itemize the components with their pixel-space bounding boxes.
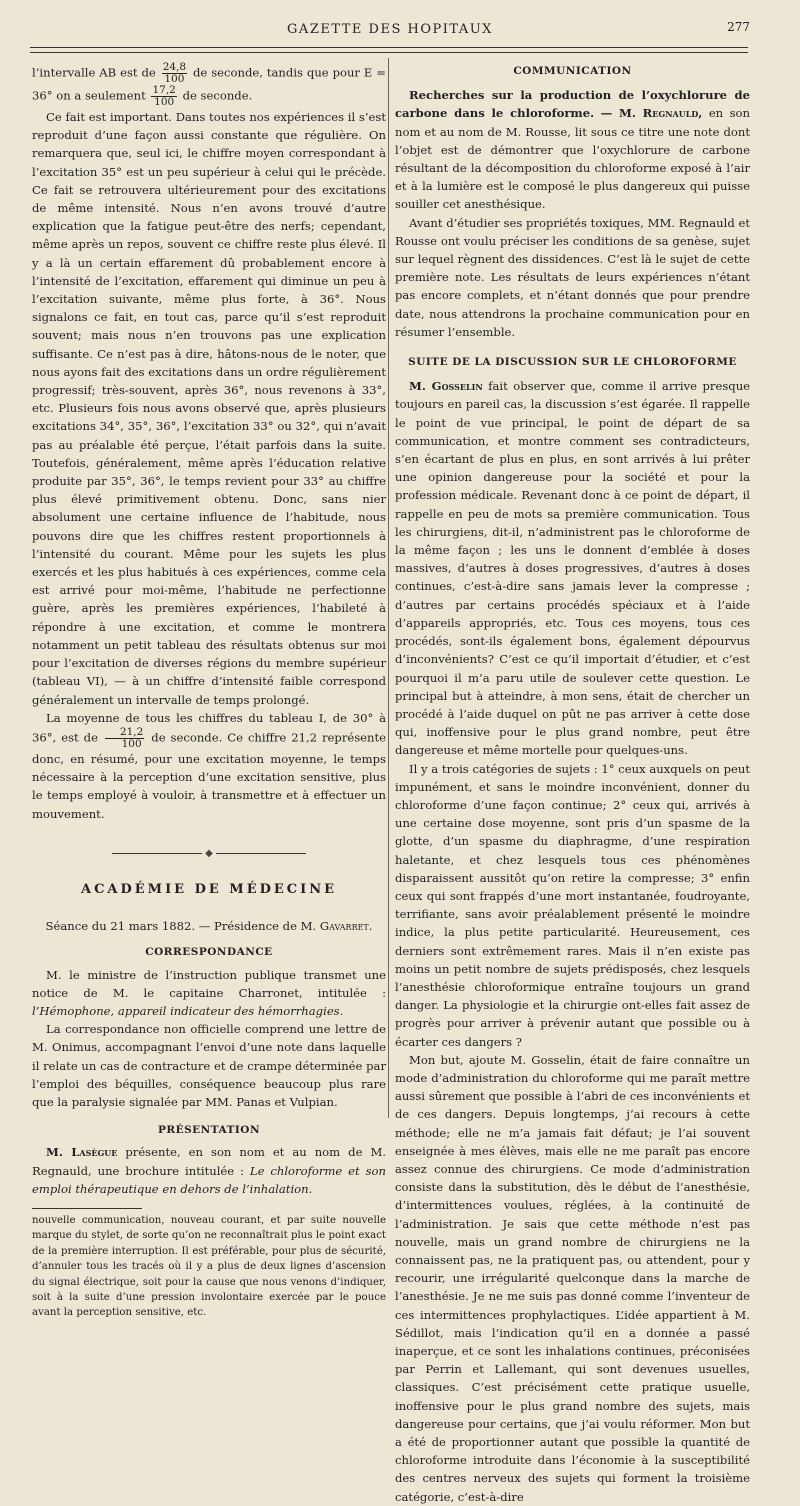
- communication-heading: COMMUNICATION: [513, 65, 632, 77]
- section-heading-academie: ACADÉMIE DE MÉDECINE: [80, 881, 337, 897]
- column-divider: [388, 58, 389, 1118]
- body-paragraph-1: Ce fait est important. Dans toutes nos expériences il s’est reproduit d’une façon aussi constante que régulière. On remarquera que, seul ici, le chiffre moyen correspondant à l’excitation 35° est un peu supérieur à celui qui le précède. Ce fait se retrouvera ultérieurement pour des excitations de même intensité. Nous n’en avons trouvé d’autre explication que la fatigue peut-être des nerfs; cependant, même après un repos, souvent ce chiffre reste plus élevé. Il y a là un certain effarement dû probablement encore à l’intensité de l’excitation, effarement qui diminue un peu à l’excitation suivante, même plus forte, à 36°. Nous signalons ce fait, en tout cas, parce qu’il s’est reproduit souvent; mais nous n’en trouvons pas une explication suffisante. Ce n’est pas à dire, hâtons-nous de le noter, que nous ayons fait des excitations dans un ordre régulièrement progressif; très-souvent, après 36°, nous revenons à 33°, etc. Plusieurs fois nous avons observé que, après plusieurs excitations 34°, 35°, 36°, l’excitation 33° ou 32°, qui n’avait pas au préalable été perçue, l’était parfois dans la suite. Toutefois, généralement, même après l’éducation relative produite par 35°, 36°, le temps revient pour 33° au chiffre plus élevé primitivement obtenu. Donc, sans nier absolument une certaine influence de l’habitude, nous pouvons dire que les chiffres restent proportionnels à l’intensité du courant. Même pour les sujets les plus exercés et les plus habitués à ces expériences, comme cela est arrivé pour moi-même, l’habitude ne perfectionne guère, après les premières expériences, l’habileté à répondre à une excitation, et comme le montrera notamment un petit tableau des résultats obtenus sur moi pour l’excitation de diverses régions du membre supérieur (tableau VI), — à un chiffre d’intensité faible correspond généralement un intervalle de temps prolongé.: [32, 110, 386, 707]
- presentation-paragraph: [32, 1143, 386, 1198]
- presentation-heading: PRÉSENTATION: [157, 1124, 261, 1137]
- fraction-numerator: 21,2: [105, 727, 144, 739]
- fraction-denominator: 100: [121, 737, 142, 750]
- fraction-ab: [162, 62, 187, 85]
- footnote-text: nouvelle communication, nouveau courant, et par suite nouvelle marque du stylet, de sorte qu’on ne reconnaîtrait plus le point exact de la première interruption. Il est préférable, pour plus de sécurité, d’annuler tous les tracés où il y a plus de deux lignes d’ascension du signal électrique, soit pour la cause que nous venons d’indiquer, soit à la suite d’une pression involontaire exercée par le pouce avant la perception sensitive, etc.: [32, 1214, 386, 1319]
- fraction-average: [105, 727, 144, 750]
- president-name: Gavarret.: [319, 919, 373, 934]
- footnote-rule: [32, 1208, 142, 1209]
- suite-paragraph-2: Il y a trois catégories de sujets : 1° ceux auxquels on peut impunément, et sans le moindre inconvénient, donner du chloroforme d’une façon continue; 2° ceux qui, arrivés à une certaine dose moyenne, sont pris d’un spasme de la glotte, d’un spasme du diaphragme, d’une respiration haletante, et chez lesquels tous ces phénomènes disparaissent aussitôt qu’on retire la compresse; 3° enfin ceux qui sont frappés d’une mort instantanée, foudroyante, terrifiante, sans avoir préalablement présenté le moindre indice, la plus petite particularité. Heureusement, ces derniers sont extrêmement rares. Mais il n’en existe pas moins un petit nombre de sujets prédisposés, chez lesquels l’anesthésie chloroformique entraîne toujours un grand danger. La physiologie et la chirurgie ont-elles fait assez de progrès pour arriver à prévenir autant que possible ou à écarter ces dangers ?: [395, 761, 750, 1049]
- correspondance-paragraph-2: La correspondance non officielle comprend une lettre de M. Onimus, accompagnant l’envoi d’une note dans laquelle il relate un cas de contracture et de crampe déterminée par l’emploi des béquilles, conséquence beaucoup plus rare que la paralysie signalée par MM. Panas et Vulpian.: [32, 1022, 386, 1109]
- speaker-name: M. Gosselin: [409, 379, 483, 394]
- communication-text: en son nom et au nom de M. Rousse, lit sous ce titre une note dont l’objet est de démontrer que l’oxychlorure de carbone résultant de la décomposition du chloroforme exposé à l’air et à la lumière est le composé le plus dangereux qui puisse souiller cet anesthésique.: [395, 106, 751, 212]
- section-ornament: ◆: [32, 845, 386, 863]
- suite-heading: SUITE DE LA DISCUSSION SUR LE CHLOROFORME: [408, 356, 737, 369]
- communication-paragraph-2: Avant d’étudier ses propriétés toxiques, MM. Regnauld et Rousse ont voulu préciser les conditions de sa genèse, sujet sur lequel règnent des dissidences. C’est là le sujet de cette première note. Les résultats de leurs expériences n’étant pas encore complets, et n’étant donnés que pour prendre date, nous attendrons la prochaine communication pour en résumer l’ensemble.: [395, 215, 750, 339]
- presenter-name: M. Lasègue: [46, 1145, 118, 1160]
- header-rule-bottom: [30, 52, 748, 53]
- presentation-text: présente, en son nom et au nom de M. Regnauld, une brochure intitulée :: [32, 1145, 386, 1178]
- average-text-b: de seconde. Ce chiffre 21,2 représente donc, en résumé, pour une excitation moyenne, le temps nécessaire à la perception d’une excitation sensitive, plus le temps employé à vouloir, à transmettre et à effectuer un mouvement.: [32, 730, 387, 821]
- correspondance-paragraph-1: [32, 966, 386, 1021]
- intro-text-c: de seconde.: [182, 88, 253, 103]
- communication-title: Recherches sur la production de l’oxychlorure de carbone dans le chloroforme.: [395, 88, 750, 121]
- fraction-numerator: 17,2: [152, 84, 176, 96]
- intro-text-b: de seconde, tandis que pour E = 36° on a seulement: [32, 65, 386, 103]
- fraction-denominator: 100: [164, 73, 185, 85]
- seance-text: Séance du 21 mars 1882. — Présidence de M.: [45, 919, 317, 934]
- right-column: [395, 62, 750, 1506]
- seance-line: [32, 917, 386, 935]
- page-number: 277: [727, 20, 750, 34]
- body-paragraph-2: [32, 709, 386, 823]
- average-text-a: La moyenne de tous les chiffres du tableau I, de 30° à 36°, est de: [32, 710, 386, 745]
- brochure-title: Le chloroforme et son emploi thérapeutique en dehors de l’inhalation.: [32, 1163, 387, 1196]
- suite-paragraph-3: Mon but, ajoute M. Gosselin, était de faire connaître un mode d’administration du chloroforme qui me paraît mettre aussi sûrement que possible à l’abri de ces inconvénients et de ces dangers. Depuis longtemps, j’ai recours à cette méthode; elle ne m’a jamais fait défaut; je l’ai souvent enseignée à mes élèves, mais elle ne me paraît pas encore assez connue des chirurgiens. Ce mode d’administration consiste dans la substitution, dès le début de l’anesthésie, d’intermittences voulues, réglées, à la continuité de l’administration. Je sais que cette méthode n’est pas nouvelle, mais un grand nombre de chirurgiens ne la connaissent pas, ne la pratiquent pas, ou attendent, pour y recourir, une irrégularité quelconque dans la marche de l’anesthésie. Je ne me suis pas donné comme l’inventeur de ces intermittences prophylactiques. L’idée appartient à M. Sédillot, mais l’indication qu’il en a donnée a passé inaperçue, et ce sont les inhalations continues, préconisées par Perrin et Lallemant, qui sont devenues usuelles, classiques. C’est précisément cette pratique usuelle, inoffensive pour le plus grand nombre des sujets, mais dangereuse pour certains, que j’ai voulu réformer. Mon but a été de proportionner autant que possible la quantité de chloroforme introduite dans l’économie à la susceptibilité des centres nerveux des sujets qui forment la troisième catégorie, c’est-à-dire: [395, 1052, 750, 1504]
- page-header: [30, 20, 750, 42]
- corr1-text: M. le ministre de l’instruction publique transmet une notice de M. le capitaine Charronet, intitulée :: [32, 967, 386, 1000]
- correspondance-heading: CORRESPONDANCE: [145, 946, 273, 959]
- communication-paragraph-1: [395, 86, 750, 213]
- suite-text-1: fait observer que, comme il arrive presque toujours en pareil cas, la discussion s’est égarée. Il rappelle le point de vue principal, le point de départ de sa communication, et montre comment ses contradicteurs, s’en écartant de plus en plus, en sont arrivés à lui prêter une opinion dangereuse pour la société et pour la profession médicale. Revenant donc à ce point de départ, il rappelle en peu de mots sa première communication. Tous les chirurgiens, dit-il, n’administrent pas le chloroforme de la même façon ; les uns le donnent d’emblée à doses massives, d’autres à doses progressives, d’autres à doses continues, c’est-à-dire sans jamais lever la compresse ; d’autres par certains procédés spéciaux et à l’aide d’appareils appropriés, etc. Tous ces moyens, tous ces procédés, sont-ils également bons, également dépourvus d’inconvénients? C’est ce qu’il importait d’étudier, et c’est pourquoi il m’a paru utile de soulever cette question. Le principal but à atteindre, à mon sens, était de chercher un procédé à l’aide duquel on pût ne pas arriver à cette dose qui, inoffensive pour le plus grand nombre, peut être dangereuse et même mortelle pour quelques-uns.: [395, 379, 751, 758]
- journal-title: GAZETTE DES HOPITAUX: [287, 22, 493, 37]
- fraction-denominator: 100: [154, 96, 175, 108]
- corr1-title: l’Hémophone, appareil indicateur des hémorrhagies.: [32, 1003, 344, 1018]
- header-rule-top: [30, 47, 748, 48]
- communication-author: — M. Regnauld,: [600, 106, 703, 121]
- fraction-numerator: 24,8: [162, 61, 187, 73]
- left-column: [32, 62, 386, 1321]
- intro-text-a: l’intervalle AB est de: [32, 65, 156, 80]
- suite-paragraph-1: [395, 377, 750, 759]
- intro-paragraph: [32, 62, 386, 108]
- fraction-e36: [151, 85, 176, 108]
